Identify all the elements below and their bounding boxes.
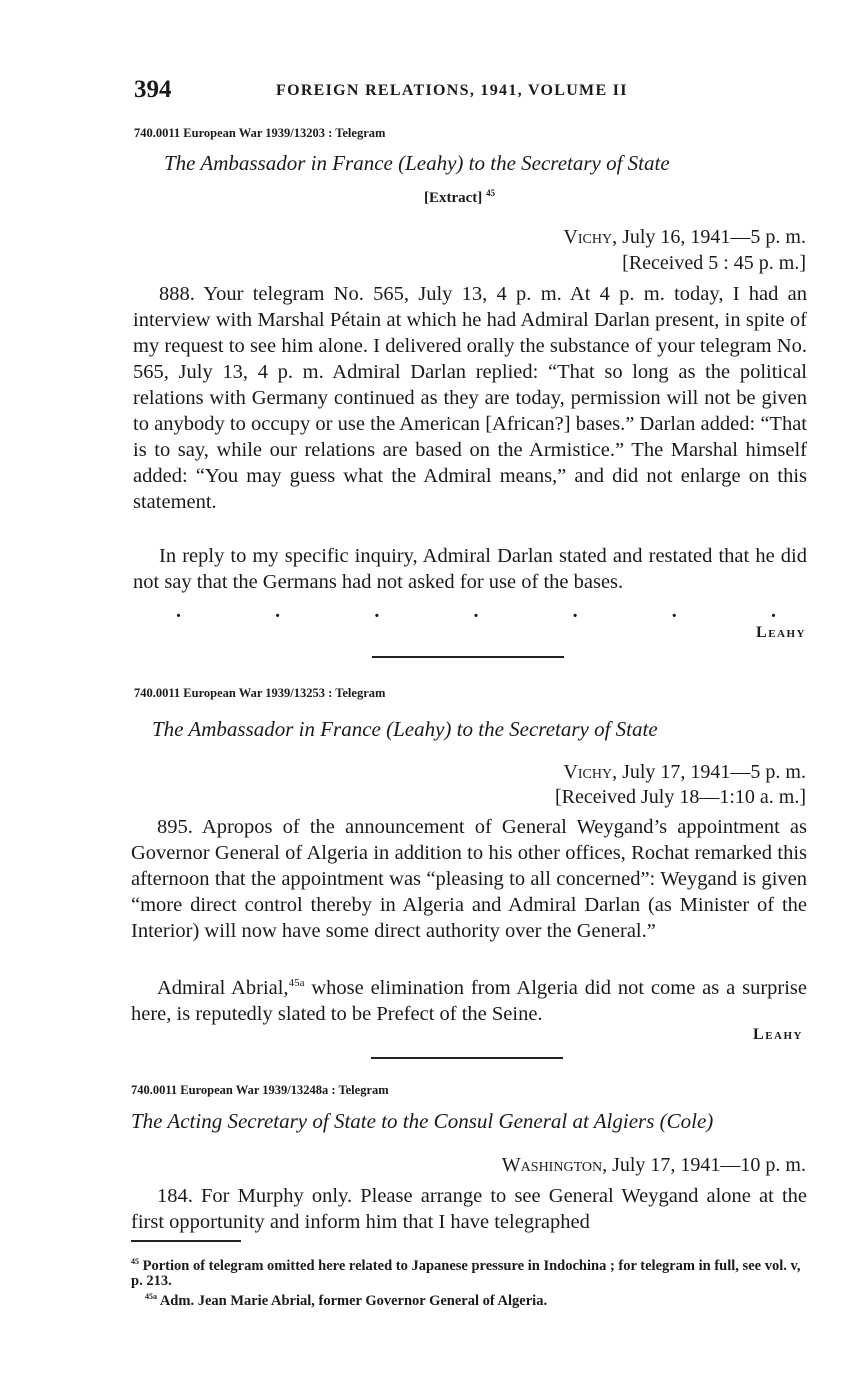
footnote-mark: 45a bbox=[145, 1292, 157, 1301]
telegram-paragraph: Admiral Abrial,$^{45a}$ whose elimination from Algeria did not come as a surprise here, is reputedly slated to be Prefect of the Seine. bbox=[131, 976, 807, 1025]
running-head: FOREIGN RELATIONS, 1941, VOLUME II bbox=[276, 82, 628, 99]
telegram-paragraph: In reply to my specific inquiry, Admiral Darlan stated and restated that he did not say that the Germans had not asked for use of the bases. bbox=[133, 545, 807, 593]
page-number: 394 bbox=[134, 76, 172, 103]
document-heading: The Ambassador in France (Leahy) to the Secretary of State bbox=[164, 151, 670, 175]
extract-label: [Extract] $^{45}$ bbox=[424, 188, 496, 206]
footnote-ref: 45 bbox=[486, 188, 496, 198]
file-reference: 740.0011 European War 1939/13253 : Telegram bbox=[134, 686, 386, 700]
document-heading: The Acting Secretary of State to the Consul General at Algiers (Cole) bbox=[131, 1109, 714, 1133]
file-reference: 740.0011 European War 1939/13248a : Telegram bbox=[131, 1083, 389, 1097]
received-line: [Received July 18—1:10 a. m.] bbox=[554, 786, 806, 808]
footnote-rule bbox=[131, 1240, 241, 1242]
footnote-ref: 45a bbox=[288, 977, 305, 989]
dateline: Vichy, July 16, 1941—5 p. m. bbox=[563, 226, 806, 248]
telegram-paragraph: 895. Apropos of the announcement of General Weygand’s appointment as Governor General of Algeria in addition to his other offices, Rochat remarked this afternoon that the appointment was “pleasing to all concerned”: Weygand is given “more direct control thereby in Algeria and Admiral Darlan (as Minister of the Interior) will now have some direct authority over the General.” bbox=[131, 816, 807, 942]
section-divider bbox=[371, 1057, 563, 1059]
footnote-mark: 45 bbox=[131, 1257, 139, 1266]
telegram-paragraph: 888. Your telegram No. 565, July 13, 4 p. m. At 4 p. m. today, I had an interview with Marshal Pétain at which he had Admiral Darlan present, in spite of my request to see him alone. I delivered orally the substance of your telegram No. 565, July 13, 4 p. m. Admiral Darlan replied: “That so long as the political relations with Germany continued as they are today, permission will not be given to anybody to occupy or use the American [African?] bases.” Darlan added: “That is to say, while our relations are based on the Armistice.” The Marshal himself added: “You may guess what the Admiral means,” and did not enlarge on this statement. bbox=[133, 283, 807, 513]
footnote: $^{45a}$ Adm. Jean Marie Abrial, former Governor General of Algeria. bbox=[145, 1292, 548, 1309]
section-divider bbox=[372, 656, 564, 658]
dateline: Washington, July 17, 1941—10 p. m. bbox=[501, 1154, 806, 1176]
telegram-paragraph: 184. For Murphy only. Please arrange to see General Weygand alone at the first opportunity and inform him that I have telegraphed bbox=[131, 1185, 807, 1233]
signature: Leahy bbox=[753, 1026, 803, 1043]
ellipsis-row: . . . . . . . bbox=[176, 600, 776, 622]
file-reference: 740.0011 European War 1939/13203 : Telegram bbox=[134, 126, 386, 140]
dateline: Vichy, July 17, 1941—5 p. m. bbox=[563, 761, 806, 783]
received-line: [Received 5 : 45 p. m.] bbox=[622, 252, 806, 274]
footnote: $^{45}$ Portion of telegram omitted here related to Japanese pressure in Indochina ; for telegram in full, see vol. v, p. 213. bbox=[131, 1257, 801, 1289]
signature: Leahy bbox=[756, 624, 806, 641]
document-heading: The Ambassador in France (Leahy) to the Secretary of State bbox=[152, 717, 658, 741]
